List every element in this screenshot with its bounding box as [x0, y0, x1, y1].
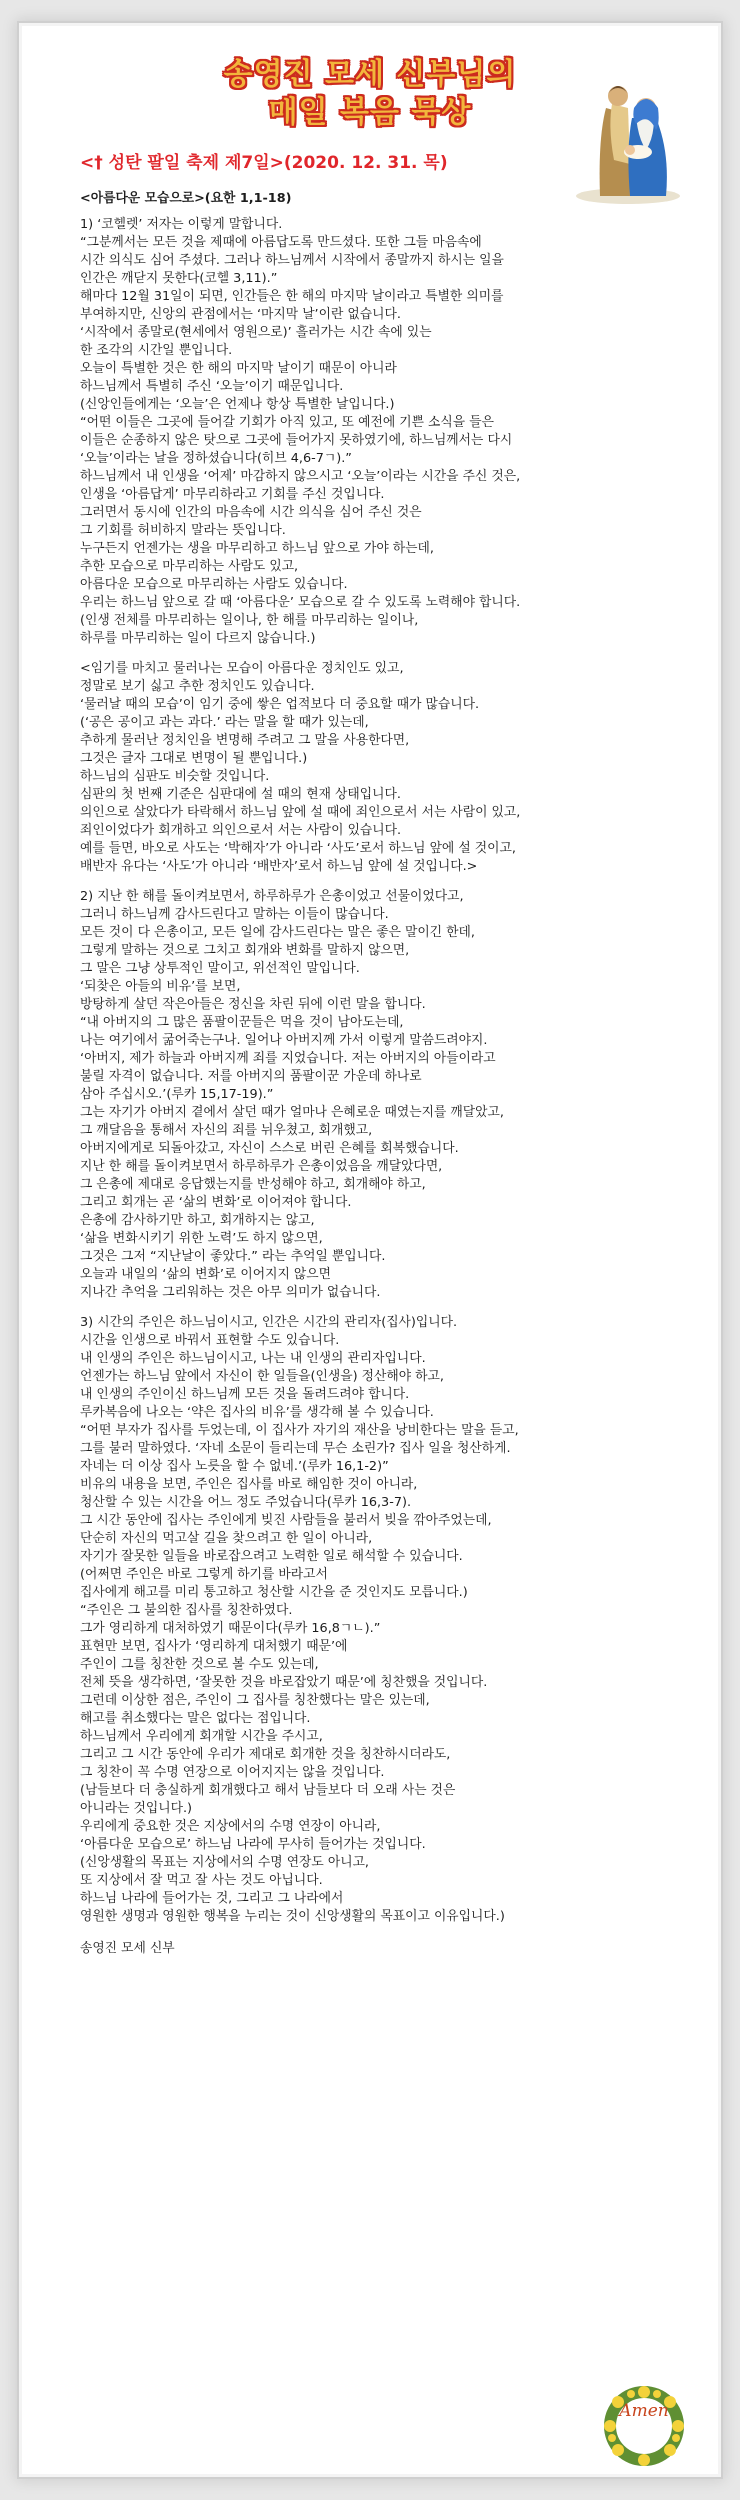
- paragraph-1: 1) ‘코헬렛’ 저자는 이렇게 말합니다. “그분께서는 모든 것을 제때에 아름답도록 만드셨다. 또한 그들 마음속에 시간 의식도 심어 주셨다. 그러나 하느님께서 시작에서 종말까지 하시는 일을 인간은 깨닫지 못한다(코헬 3,11).” 해마다 12월 31일이 되면, 인간들은 한 해의 마지막 날이라고 특별한 의미를 부여하지만, 신앙의 관점에서는 ‘마지막 날’이란 없습니다. ‘시작에서 종말로(현세에서 영원으로)’ 흘러가는 시간 속에 있는 한 조각의 시간일 뿐입니다. 오늘이 특별한 것은 한 해의 마지막 날이기 때문이 아니라 하느님께서 특별히 주신 ‘오늘’이기 때문입니다. (신앙인들에게는 ‘오늘’은 언제나 항상 특별한 날입니다.) “어떤 이들은 그곳에 들어갈 기회가 아직 있고, 또 예전에 기쁜 소식을 들은 이들은 순종하지 않은 탓으로 그곳에 들어가지 못하였기에, 하느님께서는 다시 ‘오늘’이라는 날을 정하셨습니다(히브 4,6-7ㄱ).” 하느님께서 내 인생을 ‘어제’ 마감하지 않으시고 ‘오늘’이라는 시간을 주신 것은, 인생을 ‘아름답게’ 마무리하라고 기회를 주신 것입니다. 그러면서 동시에 인간의 마음속에 시간 의식을 심어 주신 것은 그 기회를 허비하지 말라는 뜻입니다. 누구든지 언젠가는 생을 마무리하고 하느님 앞으로 가야 하는데, 추한 모습으로 마무리하는 사람도 있고, 아름다운 모습으로 마무리하는 사람도 있습니다. 우리는 하느님 앞으로 갈 때 ‘아름다운’ 모습으로 갈 수 있도록 노력해야 합니다. (인생 전체를 마무리하는 일이나, 한 해를 마무리하는 일이나, 하루를 마무리하는 일이 다르지 않습니다.): [80, 217, 521, 646]
- paragraph-3: 2) 지난 한 해를 돌이켜보면서, 하루하루가 은총이었고 선물이었다고, 그러니 하느님께 감사드린다고 말하는 이들이 많습니다. 모든 것이 다 은총이고, 모든 일에 감사드린다는 말은 좋은 말이긴 한데, 그렇게 말하는 것으로 그치고 회개와 변화를 말하지 않으면, 그 말은 그냥 상투적인 말이고, 위선적인 말입니다. ‘되찾은 아들의 비유’를 보면, 방탕하게 살던 작은아들은 정신을 차린 뒤에 이런 말을 합니다. “내 아버지의 그 많은 품팔이꾼들은 먹을 것이 남아도는데, 나는 여기에서 굶어죽는구나. 일어나 아버지께 가서 이렇게 말씀드려야지. ‘아버지, 제가 하늘과 아버지께 죄를 지었습니다. 저는 아버지의 아들이라고 불릴 자격이 없습니다. 저를 아버지의 품팔이꾼 가운데 하나로 삼아 주십시오.’(루카 15,17-19).” 그는 자기가 아버지 곁에서 살던 때가 얼마나 은혜로운 때였는지를 깨달았고, 그 깨달음을 통해서 자신의 죄를 뉘우쳤고, 회개했고, 아버지에게로 되돌아갔고, 자신이 스스로 버린 은혜를 회복했습니다. 지난 한 해를 돌이켜보면서 하루하루가 은총이었음을 깨달았다면, 그 은총에 제대로 응답했는지를 반성해야 하고, 회개해야 하고, 그리고 회개는 곧 ‘삶의 변화’로 이어져야 합니다. 은총에 감사하기만 하고, 회개하지는 않고, ‘삶을 변화시키기 위한 노력’도 하지 않으면, 그것은 그저 “지난날이 좋았다.” 라는 추억일 뿐입니다. 오늘과 내일의 ‘삶의 변화’로 이어지지 않으면 지나간 추억을 그리워하는 것은 아무 의미가 없습니다.: [80, 889, 504, 1300]
- title-line-1: 송영진 모세 신부님의: [223, 57, 517, 92]
- feast-subtitle: <† 성탄 팔일 축제 제7일>(2020. 12. 31. 목): [80, 153, 448, 173]
- gospel-reference: <아름다운 모습으로>(요한 1,1-18): [80, 191, 292, 206]
- amen-wreath-icon: [596, 2376, 692, 2468]
- meditation-body: [80, 190, 660, 1958]
- page-frame: [22, 26, 718, 2474]
- author-signature: 송영진 모세 신부: [80, 1941, 175, 1956]
- paragraph-4: 3) 시간의 주인은 하느님이시고, 인간은 시간의 관리자(집사)입니다. 시간을 인생으로 바꿔서 표현할 수도 있습니다. 내 인생의 주인은 하느님이시고, 나는 내 인생의 관리자입니다. 언젠가는 하느님 앞에서 자신이 한 일들을(인생을) 정산해야 하고, 내 인생의 주인이신 하느님께 모든 것을 돌려드려야 합니다. 루카복음에 나오는 ‘약은 집사의 비유’를 생각해 볼 수 있습니다. “어떤 부자가 집사를 두었는데, 이 집사가 자기의 재산을 낭비한다는 말을 듣고, 그를 불러 말하였다. ‘자네 소문이 들리는데 무슨 소린가? 집사 일을 청산하게. 자네는 더 이상 집사 노릇을 할 수 없네.’(루카 16,1-2)” 비유의 내용을 보면, 주인은 집사를 바로 해임한 것이 아니라, 청산할 수 있는 시간을 어느 정도 주었습니다(루카 16,3-7). 그 시간 동안에 집사는 주인에게 빚진 사람들을 불러서 빚을 깎아주었는데, 단순히 자신의 먹고살 길을 찾으려고 한 일이 아니라, 자기가 잘못한 일들을 바로잡으려고 노력한 일로 해석할 수 있습니다. (어쩌면 주인은 바로 그렇게 하기를 바라고서 집사에게 해고를 미리 통고하고 청산할 시간을 준 것인지도 모릅니다.) “주인은 그 불의한 집사를 칭찬하였다. 그가 영리하게 대처하였기 때문이다(루카 16,8ㄱㄴ).” 표현만 보면, 집사가 ‘영리하게 대처했기 때문’에 주인이 그를 칭찬한 것으로 볼 수도 있는데, 전체 뜻을 생각하면, ‘잘못한 것을 바로잡았기 때문’에 칭찬했을 것입니다. 그런데 이상한 점은, 주인이 그 집사를 칭찬했다는 말은 있는데, 해고를 취소했다는 말은 없다는 점입니다. 하느님께서 우리에게 회개할 시간을 주시고, 그리고 그 시간 동안에 우리가 제대로 회개한 것을 칭찬하시더라도, 그 칭찬이 꼭 수명 연장으로 이어지지는 않을 것입니다. (남들보다 더 충실하게 회개했다고 해서 남들보다 더 오래 사는 것은 아니라는 것입니다.) 우리에게 중요한 것은 지상에서의 수명 연장이 아니라, ‘아름다운 모습으로’ 하느님 나라에 무사히 들어가는 것입니다. (신앙생활의 목표는 지상에서의 수명 연장도 아니고, 또 지상에서 잘 먹고 잘 사는 것도 아닙니다. 하느님 나라에 들어가는 것, 그리고 그 나라에서 영원한 생명과 영원한 행복을 누리는 것이 신앙생활의 목표이고 이유입니다.): [80, 1315, 519, 1924]
- title-line-2: 매일 복음 묵상: [268, 95, 472, 130]
- paragraph-2: <임기를 마치고 물러나는 모습이 아름다운 정치인도 있고, 정말로 보기 싫고 추한 정치인도 있습니다. ‘물러날 때의 모습’이 임기 중에 쌓은 업적보다 더 중요할 때가 많습니다. (‘공은 공이고 과는 과다.’ 라는 말을 할 때가 있는데, 추하게 물러난 정치인을 변명해 주려고 그 말을 사용한다면, 그것은 글자 그대로 변명이 될 뿐입니다.) 하느님의 심판도 비슷할 것입니다. 심판의 첫 번째 기준은 심판대에 설 때의 현재 상태입니다. 의인으로 살았다가 타락해서 하느님 앞에 설 때에 죄인으로서 서는 사람이 있고, 죄인이었다가 회개하고 의인으로서 서는 사람이 있습니다. 예를 들면, 바오로 사도는 ‘박해자’가 아니라 ‘사도’로서 하느님 앞에 설 것이고, 배반자 유다는 ‘사도’가 아니라 ‘배반자’로서 하느님 앞에 설 것입니다.>: [80, 661, 521, 874]
- holy-family-icon: [568, 68, 686, 206]
- amen-text: Amen: [619, 2401, 669, 2421]
